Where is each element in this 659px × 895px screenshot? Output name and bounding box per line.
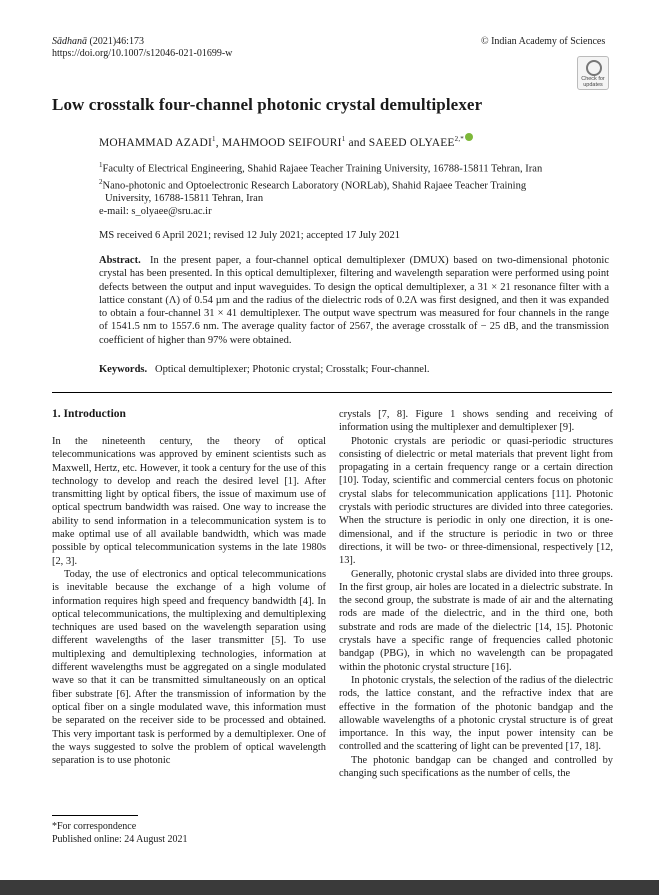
paragraph: The photonic bandgap can be changed and controlled by changing such specifications as the number of cells, the [339,754,613,780]
author-separator: and [345,136,369,149]
author-3: SAEED OLYAEE [368,136,455,149]
published-date: Published online: 24 August 2021 [52,833,188,845]
abstract-label: Abstract. [99,255,141,266]
affiliation-2: Nano-photonic and Optoelectronic Research Laboratory (NORLab), Shahid Rajaee Teacher Training [102,180,527,191]
keywords [99,364,429,375]
paper-title: Low crosstalk four-channel photonic crystal demultiplexer [52,95,483,114]
left-column [52,435,326,767]
check-updates-icon [586,60,602,76]
paragraph: Today, the use of electronics and optical telecommunications is inevitable because the exchange of a high volume of information requires high speed and frequency bandwidth [4]. In optical telecommunications, the multiplexing and demultiplexing techniques are used based on the wavelength separation using different wavelengths of the laser transmitter [5]. To use multiplexing and demultiplexing technologies, information at different wavelengths must be aggregated on a single modulated wave so that it can be transmitted simultaneously on an optical fiber substrate [6]. After the transmission of information by the optical fiber on a single modulated wave, this information must be separated on the receiver side to be processed and obtained. This very important task is performed by a demultiplexer. One of the ways suggested to solve the problem of optical wavelength separation is to use photonic [52,568,326,767]
check-updates-label: Check for updates [581,76,605,88]
aff-1-marker: 1 [99,161,103,169]
author-3-affiliation: 2,* [454,135,465,143]
paragraph: Generally, photonic crystal slabs are divided into three groups. In the first group, air holes are located in a dielectric substrate. In the second group, the substrate is made of air and the alternating rods are made of the dielectric, and in the third one, both substrate and rods are made of the dielectric [14, 15]. Photonic crystals have a specific range of frequencies called photonic bandgap (PBG), in which no wavelength can be propagated within the photonic crystal structure [16]. [339,568,613,673]
keywords-text: Optical demultiplexer; Photonic crystal; Crosstalk; Four-channel. [155,364,430,375]
paragraph: In photonic crystals, the selection of the radius of the dielectric rods, the lattice constant, and the refractive index that are effective in the formation of the photonic bandgap and the allowable wavelengths of a photonic crystal structure is of great importance. In this way, the input power intensity can be controlled and the scattering of light can be prevented [17, 18]. [339,674,613,753]
correspondence-note: *For correspondence [52,821,137,832]
aff-2-marker: 2 [99,177,103,186]
author-1: MOHAMMAD AZADI [99,136,213,149]
abstract [99,254,609,347]
doi-link[interactable]: https://doi.org/10.1007/s12046-021-01699-w [52,48,233,59]
journal-name: Sādhanā [52,36,87,47]
section-divider [52,392,612,393]
author-list [99,133,473,149]
copyright-notice: © Indian Academy of Sciences [481,36,606,47]
orcid-icon[interactable] [465,133,473,141]
paragraph: In the nineteenth century, the theory of optical telecommunications was approved by eminent scientists such as Maxwell, Hertz, etc. However, it took a century for the use of this technology to develop and reach the desired level [1]. After transmitting light by optical fibers, the issue of maximum use of optical spectrum bandwidth was raised. One way to increase the ability to send information in a telecommunication system is to make optimal use of all available bandwidth, which was made possible by optical telecommunication systems in the late 1980s [2, 3]. [52,436,326,567]
check-for-updates-badge[interactable] [577,56,609,90]
author-1-affiliation: 1 [212,135,216,143]
affiliations [99,159,609,218]
affiliation-2-cont: University, 16788-15811 Tehran, Iran [105,193,264,204]
abstract-text: In the present paper, a four-channel optical demultiplexer (DMUX) based on two-dimensional photonic crystal has been presented. In this optical demultiplexer, filtering and wavelength separation were performed using point defects between the output and input waveguides. To design the optical demultiplexer, a 31 × 21 resonance filter with a lattice constant (Λ) of 0.54 µm and the radius of the dielectric rods of 0.2Λ was first designed, and then it was expanded to obtain a four-channel 31 × 41 demultiplexer. The output wave spectrum was measured for four channels in the range of 1541.5 nm to 1557.6 nm. The average quality factor of 2567, the average crosstalk of − 25 dB, and the transmission coefficient of higher than 97% were obtained. [99,255,610,346]
contact-email[interactable]: e-mail: s_olyaee@sru.ac.ir [99,206,212,217]
affiliation-1: Faculty of Electrical Engineering, Shahid Rajaee Teacher Training University, 16788-15811 Tehran, Iran [102,163,543,175]
footnotes [52,821,188,846]
manuscript-dates: MS received 6 April 2021; revised 12 July 2021; accepted 17 July 2021 [99,230,400,241]
journal-volume: (2021)46:173 [89,36,144,47]
author-2: MAHMOOD SEIFOURI [221,136,342,149]
section-heading: 1. Introduction [52,408,126,420]
keywords-label: Keywords. [99,364,148,375]
paragraph: Photonic crystals are periodic or quasi-periodic structures consisting of dielectric or metal materials that prevent light from propagating in a certain frequency range or a certain direction [10]. Today, scientific and commercial centers focus on photonic crystal slabs for telecommunication applications [11]. Photonic crystals with periodic structures are divided into three categories. When the structure is periodic in only one direction, it is one-dimensional, and if the structure is periodic in two or three directions, it will be two- or three-dimensional, respectively [12, 13]. [339,435,613,567]
right-column [339,408,613,780]
author-separator: , [215,136,222,149]
viewer-bottom-bar [0,880,659,895]
journal-citation [52,36,144,48]
footnote-rule [52,815,138,816]
author-2-affiliation: 1 [341,135,346,143]
paragraph: crystals [7, 8]. Figure 1 shows sending and receiving of information using the multiplexer and demultiplexer [9]. [339,409,613,434]
